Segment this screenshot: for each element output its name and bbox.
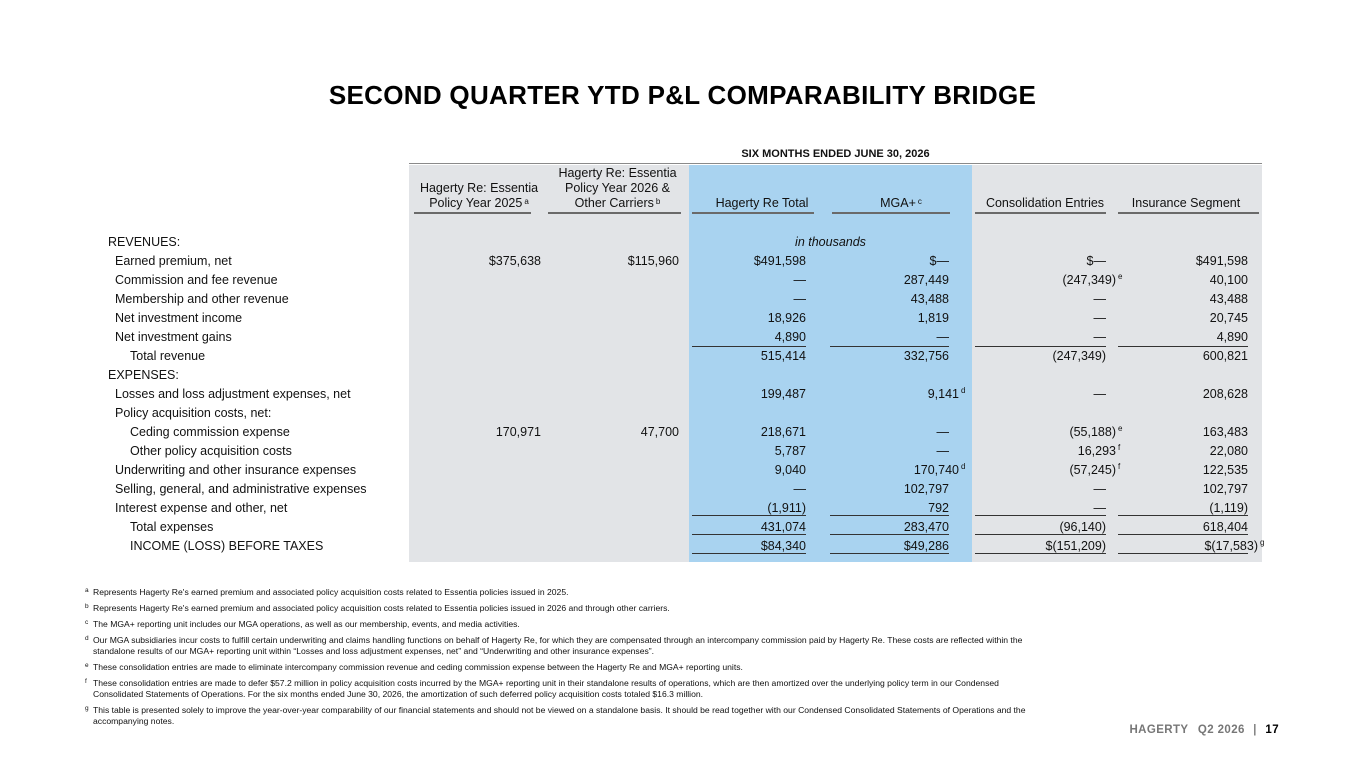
- column-header-line: [832, 196, 970, 211]
- cell-value: (57,245): [1069, 463, 1116, 477]
- table-cell: [904, 271, 949, 290]
- table-cell: [1210, 290, 1248, 309]
- cell-value: —: [1093, 387, 1106, 401]
- footnote: [85, 635, 1045, 657]
- column-header-rule: [1118, 212, 1259, 214]
- cell-value: $84,340: [760, 539, 806, 553]
- footer-brand: HAGERTY: [1129, 724, 1189, 736]
- column-header: [832, 166, 970, 211]
- footnote-marker: d: [961, 386, 966, 395]
- footnote-marker: e: [1118, 272, 1123, 281]
- subtotal-rule: [692, 346, 806, 347]
- column-header-rule: [414, 212, 531, 214]
- table-row: [0, 404, 1365, 423]
- table-cell: [768, 309, 806, 328]
- cell-value: 515,414: [760, 349, 806, 363]
- page-title: SECOND QUARTER YTD P&L COMPARABILITY BRIDGE: [328, 80, 1037, 110]
- subtotal-rule: [1118, 346, 1248, 347]
- footnote-marker: e: [1118, 424, 1123, 433]
- column-header-line: [975, 166, 1115, 181]
- table-cell: [1217, 328, 1248, 347]
- table-row: [0, 328, 1365, 347]
- cell-value: 283,470: [903, 520, 949, 534]
- cell-value: —: [936, 444, 949, 458]
- footnote-mark: a: [85, 587, 89, 594]
- table-row: [0, 423, 1365, 442]
- footnote-text: The MGA+ reporting unit includes our MGA operations, as well as our membership, events, and media activities.: [93, 619, 520, 629]
- cell-value: 600,821: [1202, 349, 1248, 363]
- cell-value: 4,890: [774, 330, 806, 344]
- cell-value: 43,488: [1209, 292, 1248, 306]
- cell-value: 122,535: [1202, 463, 1248, 477]
- column-header-line: [692, 181, 832, 196]
- table-cell: [1052, 347, 1106, 366]
- footnote-mark: e: [85, 662, 89, 669]
- column-header-line: [975, 181, 1115, 196]
- table-row: [0, 366, 1365, 385]
- footnote-mark: b: [85, 603, 89, 610]
- table-cell: [1094, 290, 1107, 309]
- column-header: [1118, 166, 1254, 211]
- footnote-text: These consolidation entries are made to defer $57.2 million in policy acquisition costs incurred by the MGA+ reporting unit in their standalone results of operations, which are then amortized over the underlying policy term in our Condensed Consolidated Statements of Operations. For the six months ended June 30, 2026, the amortization of such deferred policy acquisition costs totaled $16.3 million.: [93, 678, 999, 699]
- table-cell: [794, 290, 807, 309]
- cell-value: 5,787: [774, 444, 806, 458]
- table-cell: [1203, 480, 1248, 499]
- column-header-rule: [548, 212, 681, 214]
- column-header-line: [410, 196, 548, 211]
- table-row: [0, 290, 1365, 309]
- table-row: [0, 271, 1365, 290]
- footnote: [85, 587, 1045, 598]
- page-number: 17: [1265, 724, 1279, 736]
- table-cell: [927, 385, 966, 404]
- cell-value: 431,074: [760, 520, 806, 534]
- table-cell: [1210, 271, 1248, 290]
- column-header-line: [975, 196, 1115, 211]
- footnote: [85, 705, 1045, 727]
- subtotal-rule: [1118, 515, 1248, 516]
- cell-value: $—: [1086, 254, 1106, 268]
- column-header-text: Hagerty Re: Essentia: [419, 181, 539, 195]
- column-header: [692, 166, 832, 211]
- cell-value: 4,890: [1216, 330, 1248, 344]
- cell-value: 40,100: [1209, 273, 1248, 287]
- table-cell: [628, 252, 679, 271]
- footnote-marker: c: [917, 197, 922, 206]
- table-cell: [913, 461, 966, 480]
- cell-value: 199,487: [760, 387, 806, 401]
- table-cell: [918, 309, 949, 328]
- footnote-mark: d: [85, 635, 89, 642]
- cell-value: —: [1093, 482, 1106, 496]
- column-header-line: [410, 166, 548, 181]
- table-cell: [641, 423, 679, 442]
- row-label: EXPENSES:: [108, 368, 179, 382]
- footer-period: Q2 2026: [1197, 724, 1245, 736]
- cell-value: —: [1093, 501, 1106, 515]
- total-underline: [1118, 553, 1248, 554]
- footnote-text: Our MGA subsidiaries incur costs to fulfill certain underwriting and claims handling functions on behalf of Hagerty Re, for which they are compensated through an intercompany commission paid by Hagerty Re. These costs are reflected within the standalone results of our MGA+ reporting unit within “Losses and loss adjustment expenses, net” and “Underwriting and other insurance expenses”.: [93, 635, 1023, 656]
- column-header-rule: [975, 212, 1106, 214]
- table-cell: [754, 252, 806, 271]
- cell-value: 102,797: [1202, 482, 1248, 496]
- column-header-line: [1118, 181, 1254, 196]
- column-header-text: Hagerty Re: Essentia: [558, 166, 677, 180]
- table-cell: [794, 480, 807, 499]
- column-header-text: Hagerty Re Total: [715, 196, 809, 210]
- footnote: [85, 619, 1045, 630]
- cell-value: 170,740: [913, 463, 959, 477]
- cell-value: $491,598: [753, 254, 806, 268]
- cell-value: —: [1093, 292, 1106, 306]
- cell-value: 9,040: [774, 463, 806, 477]
- subtotal-rule: [830, 346, 949, 347]
- row-label: Ceding commission expense: [130, 425, 290, 439]
- cell-value: $491,598: [1195, 254, 1248, 268]
- cell-value: 22,080: [1209, 444, 1248, 458]
- cell-value: 163,483: [1202, 425, 1248, 439]
- total-rule: [830, 534, 949, 535]
- cell-value: (55,188): [1069, 425, 1116, 439]
- table-cell: [1203, 423, 1248, 442]
- cell-value: $375,638: [488, 254, 541, 268]
- table-cell: [930, 252, 949, 271]
- table-cell: [1210, 442, 1248, 461]
- subtotal-rule: [975, 515, 1106, 516]
- footnote-text: Represents Hagerty Re's earned premium and associated policy acquisition costs related to Essentia policies issued in 2026 and through other carriers.: [93, 603, 670, 613]
- cell-value: 618,404: [1202, 520, 1248, 534]
- cell-value: $(151,209): [1045, 539, 1106, 553]
- table-row: [0, 309, 1365, 328]
- table-cell: [1069, 461, 1121, 480]
- table-cell: [489, 252, 541, 271]
- page-footer: [1129, 724, 1279, 736]
- row-label: Total revenue: [130, 349, 206, 363]
- row-label: Net investment income: [115, 311, 243, 325]
- cell-value: 9,141: [927, 387, 959, 401]
- row-label: Commission and fee revenue: [115, 273, 278, 287]
- column-header-line: [548, 166, 687, 181]
- column-header-text: Consolidation Entries: [985, 196, 1105, 210]
- table-cell: [1094, 328, 1107, 347]
- cell-value: $115,960: [627, 254, 679, 268]
- cell-value: (96,140): [1059, 520, 1106, 534]
- total-rule: [692, 534, 806, 535]
- column-header-line: [1118, 166, 1254, 181]
- table-row: [0, 252, 1365, 271]
- row-label: Net investment gains: [115, 330, 232, 344]
- footnote-mark: f: [85, 678, 87, 685]
- period-header: SIX MONTHS ENDED JUNE 30, 2026: [741, 148, 930, 160]
- table-cell: [1094, 385, 1107, 404]
- cell-value: 20,745: [1209, 311, 1248, 325]
- cell-value: —: [793, 292, 806, 306]
- column-header-line: [832, 166, 970, 181]
- cell-value: 102,797: [903, 482, 949, 496]
- footnotes: [85, 587, 1045, 732]
- cell-value: 1,819: [917, 311, 949, 325]
- table-cell: [1203, 461, 1248, 480]
- table-cell: [937, 328, 950, 347]
- cell-value: 18,926: [767, 311, 806, 325]
- table-cell: [1087, 252, 1106, 271]
- cell-value: 287,449: [903, 273, 949, 287]
- cell-value: —: [1093, 330, 1106, 344]
- cell-value: 208,628: [1202, 387, 1248, 401]
- total-underline: [830, 553, 949, 554]
- footnote-mark: c: [85, 619, 89, 626]
- table-cell: [1210, 309, 1248, 328]
- column-header: [975, 166, 1115, 211]
- row-label: Membership and other revenue: [115, 292, 289, 306]
- footnote: [85, 603, 1045, 614]
- table-row: [0, 233, 1365, 252]
- table-cell: [761, 423, 806, 442]
- column-header-line: [548, 196, 687, 211]
- table-row: [0, 385, 1365, 404]
- table-cell: [775, 442, 806, 461]
- table-cell: [911, 290, 949, 309]
- table-cell: [794, 271, 807, 290]
- total-underline: [692, 553, 806, 554]
- footer-separator: |: [1253, 724, 1257, 736]
- table-cell: [1062, 271, 1123, 290]
- footnote-mark: g: [85, 705, 89, 712]
- cell-value: —: [793, 482, 806, 496]
- total-underline: [975, 553, 1106, 554]
- cell-value: —: [936, 330, 949, 344]
- table-cell: [775, 328, 806, 347]
- column-header-line: [1118, 196, 1254, 211]
- table-row: [0, 347, 1365, 366]
- table-cell: [761, 385, 806, 404]
- table-cell: [775, 461, 806, 480]
- table-cell: [1094, 309, 1107, 328]
- footnote-marker: a: [524, 197, 529, 206]
- period-rule: [409, 163, 1262, 164]
- cell-value: —: [793, 273, 806, 287]
- footnote-marker: f: [1118, 462, 1121, 471]
- table-cell: [1094, 480, 1107, 499]
- subtotal-rule: [830, 515, 949, 516]
- cell-value: (1,911): [767, 501, 806, 515]
- column-header-line: [410, 181, 548, 196]
- cell-value: $(17,583): [1204, 539, 1258, 553]
- cell-value: 332,756: [903, 349, 949, 363]
- column-header-line: [832, 181, 970, 196]
- table-cell: [904, 480, 949, 499]
- column-header-line: [692, 166, 832, 181]
- table-cell: [937, 423, 950, 442]
- footnote-marker: g: [1260, 538, 1265, 547]
- row-label: Underwriting and other insurance expenses: [115, 463, 357, 477]
- column-header-text: Other Carriers: [574, 196, 654, 210]
- total-rule: [1118, 534, 1248, 535]
- table-cell: [1196, 252, 1248, 271]
- cell-value: (247,349): [1052, 349, 1106, 363]
- column-header-text: MGA+: [880, 196, 916, 210]
- column-header-rule: [692, 212, 814, 214]
- table-cell: [1077, 442, 1121, 461]
- cell-value: 16,293: [1077, 444, 1116, 458]
- footnote-marker: d: [961, 462, 966, 471]
- column-header-text: Policy Year 2026 &: [565, 181, 670, 195]
- table-cell: [1203, 347, 1248, 366]
- units-label: in thousands: [795, 235, 866, 249]
- footnote-marker: f: [1118, 443, 1121, 452]
- subtotal-rule: [692, 515, 806, 516]
- column-header: [410, 166, 548, 211]
- footnote-text: Represents Hagerty Re's earned premium and associated policy acquisition costs related to Essentia policies issued in 2025.: [93, 587, 569, 597]
- cell-value: $—: [929, 254, 949, 268]
- row-label: Losses and loss adjustment expenses, net: [115, 387, 351, 401]
- subtotal-rule: [975, 346, 1106, 347]
- footnote: [85, 662, 1045, 673]
- row-label: Selling, general, and administrative expenses: [115, 482, 367, 496]
- table-row: [0, 480, 1365, 499]
- column-header-text: Insurance Segment: [1131, 196, 1241, 210]
- row-label: INCOME (LOSS) BEFORE TAXES: [130, 539, 324, 553]
- row-label: Earned premium, net: [115, 254, 232, 268]
- table-cell: [1069, 423, 1123, 442]
- footnote-text: This table is presented solely to improve the year-over-year comparability of our financial statements and should not be viewed on a standalone basis. It should be read together with our Condensed Consolidated Statements of Operations and the accompanying notes.: [93, 705, 1026, 726]
- footnote-text: These consolidation entries are made to eliminate intercompany commission revenue and ceding commission expense between the Hagerty Re and MGA+ reporting units.: [93, 662, 743, 672]
- row-label: REVENUES:: [108, 235, 181, 249]
- row-label: Other policy acquisition costs: [130, 444, 292, 458]
- table-cell: [904, 347, 949, 366]
- cell-value: $49,286: [903, 539, 949, 553]
- column-header-line: [548, 181, 687, 196]
- total-rule: [975, 534, 1106, 535]
- footnote-marker: b: [655, 197, 661, 206]
- cell-value: 218,671: [760, 425, 806, 439]
- cell-value: —: [1093, 311, 1106, 325]
- cell-value: 47,700: [640, 425, 679, 439]
- footnote: [85, 678, 1045, 700]
- cell-value: (1,119): [1209, 501, 1248, 515]
- table-cell: [496, 423, 541, 442]
- table-cell: [761, 347, 806, 366]
- row-label: Policy acquisition costs, net:: [115, 406, 272, 420]
- row-label: Total expenses: [130, 520, 214, 534]
- column-header: [548, 166, 687, 211]
- cell-value: —: [936, 425, 949, 439]
- cell-value: (247,349): [1062, 273, 1116, 287]
- cell-value: 170,971: [495, 425, 541, 439]
- table-row: [0, 461, 1365, 480]
- table-row: [0, 442, 1365, 461]
- row-label: Interest expense and other, net: [115, 501, 288, 515]
- table-cell: [1203, 385, 1248, 404]
- cell-value: 792: [928, 501, 949, 515]
- column-header-line: [692, 196, 832, 211]
- column-header-rule: [832, 212, 950, 214]
- table-cell: [937, 442, 950, 461]
- cell-value: 43,488: [910, 292, 949, 306]
- column-header-text: Policy Year 2025: [429, 196, 523, 210]
